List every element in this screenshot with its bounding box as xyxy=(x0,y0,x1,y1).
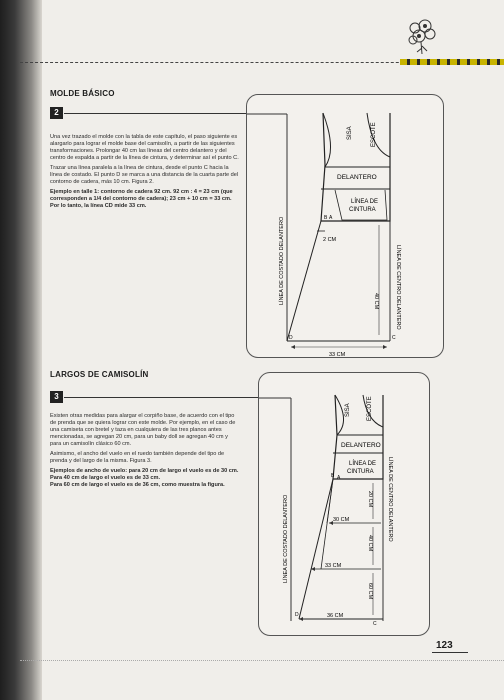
figure-3-pattern xyxy=(259,373,429,635)
point-d: D xyxy=(289,335,293,341)
paragraph-example: Para 40 cm de largo el vuelo es de 33 cm. xyxy=(50,475,161,481)
paragraph: Trazar una línea paralela a la línea de cintura, desde el punto C hacia la línea de costado. El punto D se marca a una distancia de la cuarta parte del contorno de cadera, más 10 cm. Figura 2. xyxy=(50,165,239,185)
paragraph: Una vez trazado el molde con la tabla de este capítulo, el paso siguiente es alargarlo para lograr el molde base del camisolín, a partir de las siguientes transformaciones. Prolongar 40 cm las líneas del centro delantero y del centro de espalda a partir de la línea de cintura, y determinar así el punto C. xyxy=(50,134,239,161)
section-number-badge: 3 xyxy=(50,391,63,403)
label-linea-costado: LÍNEA DE COSTADO DELANTERO xyxy=(279,216,285,305)
dim-30cm: 30 CM xyxy=(333,517,350,523)
dim-40cm: 40 CM xyxy=(373,293,379,310)
label-cintura: CINTURA xyxy=(347,469,374,475)
label-sisa: SISA xyxy=(345,403,351,417)
paragraph: Existen otras medidas para alargar el corpiño base, de acuerdo con el tipo de prenda que se quiera lograr con este molde. Por ejemplo, en el caso de una camiseta con bretel y taza en cualquiera de las tres planos antes mencionadas, se agregan 20 cm, para un baby doll se agregan 40 cm y para un camisolín clásico 60 cm. xyxy=(50,413,236,447)
label-linea-de: LÍNEA DE xyxy=(349,461,377,467)
dim-60cm: 60 CM xyxy=(367,583,373,600)
label-delantero: DELANTERO xyxy=(341,442,381,449)
paragraph-example: Para 60 cm de largo el vuelo es de 36 cm, como muestra la figura. xyxy=(50,482,225,488)
page-number-rule xyxy=(432,652,468,653)
section-number-badge: 2 xyxy=(50,107,63,119)
section-pointer-line xyxy=(64,397,264,398)
section-pointer-line xyxy=(64,113,264,114)
figure-2-pattern xyxy=(247,95,443,357)
flower-logo-icon xyxy=(405,18,439,56)
paragraph-example: Ejemplos de ancho de vuelo: para 20 cm de largo el vuelo es de 30 cm. xyxy=(50,468,239,474)
point-d: D xyxy=(295,612,299,618)
label-linea-centro: LÍNEA DE CENTRO DELANTERO xyxy=(387,457,393,542)
label-linea-centro: LÍNEA DE CENTRO DELANTERO xyxy=(395,245,401,330)
section1-text xyxy=(50,134,240,213)
paragraph: Asimismo, el ancho del vuelo en el ruedo también depende del tipo de prenda y del largo de la misma. Figura 3. xyxy=(50,451,225,464)
label-sisa: SISA xyxy=(347,126,353,140)
label-linea-costado: LÍNEA DE COSTADO DELANTERO xyxy=(283,494,289,583)
dim-33cm: 33 CM xyxy=(329,352,346,357)
dim-2cm: 2 CM xyxy=(323,237,337,243)
page-number: 123 xyxy=(436,640,453,651)
dim-36cm: 36 CM xyxy=(327,613,344,619)
paragraph-example: Ejemplo en talle 1: contorno de cadera 92 cm. 92 cm : 4 = 23 cm (que corresponden a 1/4 del contorno de cadera); 23 cm + 10 cm = 33 cm. Por lo tanto, la línea CD mide 33 cm. xyxy=(50,189,233,209)
book-spine-shadow xyxy=(0,0,42,700)
point-c: C xyxy=(373,621,377,627)
label-escote: ESCOTE xyxy=(367,396,373,421)
point-b: B xyxy=(331,473,335,479)
header-stripe-accent xyxy=(400,59,504,65)
point-c: C xyxy=(392,335,396,341)
label-linea-de: LÍNEA DE xyxy=(351,199,379,205)
point-b: B xyxy=(324,215,328,221)
point-a: A xyxy=(329,215,333,221)
point-a: A xyxy=(337,475,341,481)
figure-2-panel xyxy=(246,94,444,358)
dim-33cm: 33 CM xyxy=(325,563,342,569)
footer-dotted-rule xyxy=(20,660,504,661)
section2-text xyxy=(50,413,240,492)
dim-40cm: 40 CM xyxy=(367,535,373,552)
figure-3-panel xyxy=(258,372,430,636)
section-title-molde-basico: MOLDE BÁSICO xyxy=(50,89,115,98)
section-title-largos: LARGOS DE CAMISOLÍN xyxy=(50,370,149,379)
label-cintura: CINTURA xyxy=(349,207,376,213)
label-escote: ESCOTE xyxy=(371,122,377,147)
label-delantero: DELANTERO xyxy=(337,174,377,181)
dim-20cm: 20 CM xyxy=(367,491,373,508)
